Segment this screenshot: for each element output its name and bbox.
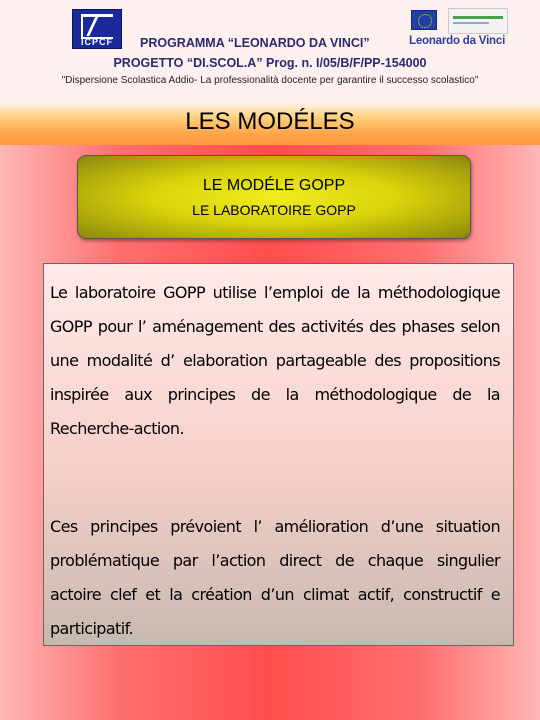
- progetto-line: PROGETTO “DI.SCOL.A” Prog. n. I/05/B/F/PP-154000: [113, 56, 427, 70]
- logo-text: ICPCF: [81, 37, 113, 47]
- eu-flag-icon: [411, 10, 437, 30]
- paragraph-2: Ces principes prévoient l’ amélioration d’une situation problématique par l’action direct de chaque singulier actoire clef et la création d’un climat actif, constructif e participatif.: [50, 517, 500, 638]
- content-box: [43, 263, 514, 646]
- leonardo-logo-mark: [448, 8, 508, 34]
- dispersione-line: "Dispersione Scolastica Addio- La professionalità docente per garantire il successo scolastico": [61, 75, 479, 86]
- programma-title: PROGRAMMA “LEONARDO DA VINCI”: [140, 36, 370, 50]
- icpcf-logo: [72, 9, 122, 49]
- header: [0, 0, 540, 103]
- gopp-box-subtitle: LE LABORATOIRE GOPP: [192, 202, 356, 218]
- leonardo-da-vinci-logo-text: Leonardo da Vinci: [409, 35, 506, 47]
- eu-stars-icon: [418, 14, 432, 28]
- page-title: LES MODÉLES: [185, 108, 355, 135]
- paragraph-1: Le laboratoire GOPP utilise l’emploi de la méthodologique GOPP pour l’ aménagement des activités des phases selon une modalité d’ elaboration partageable des propositions inspirée aux principes de la méthodologique de la Recherche-action.: [50, 283, 500, 438]
- logo-green-line: [453, 16, 503, 19]
- gopp-box-title: LE MODÉLE GOPP: [202, 177, 346, 194]
- gopp-model-box: [77, 155, 471, 239]
- logo-blue-line: [453, 22, 489, 24]
